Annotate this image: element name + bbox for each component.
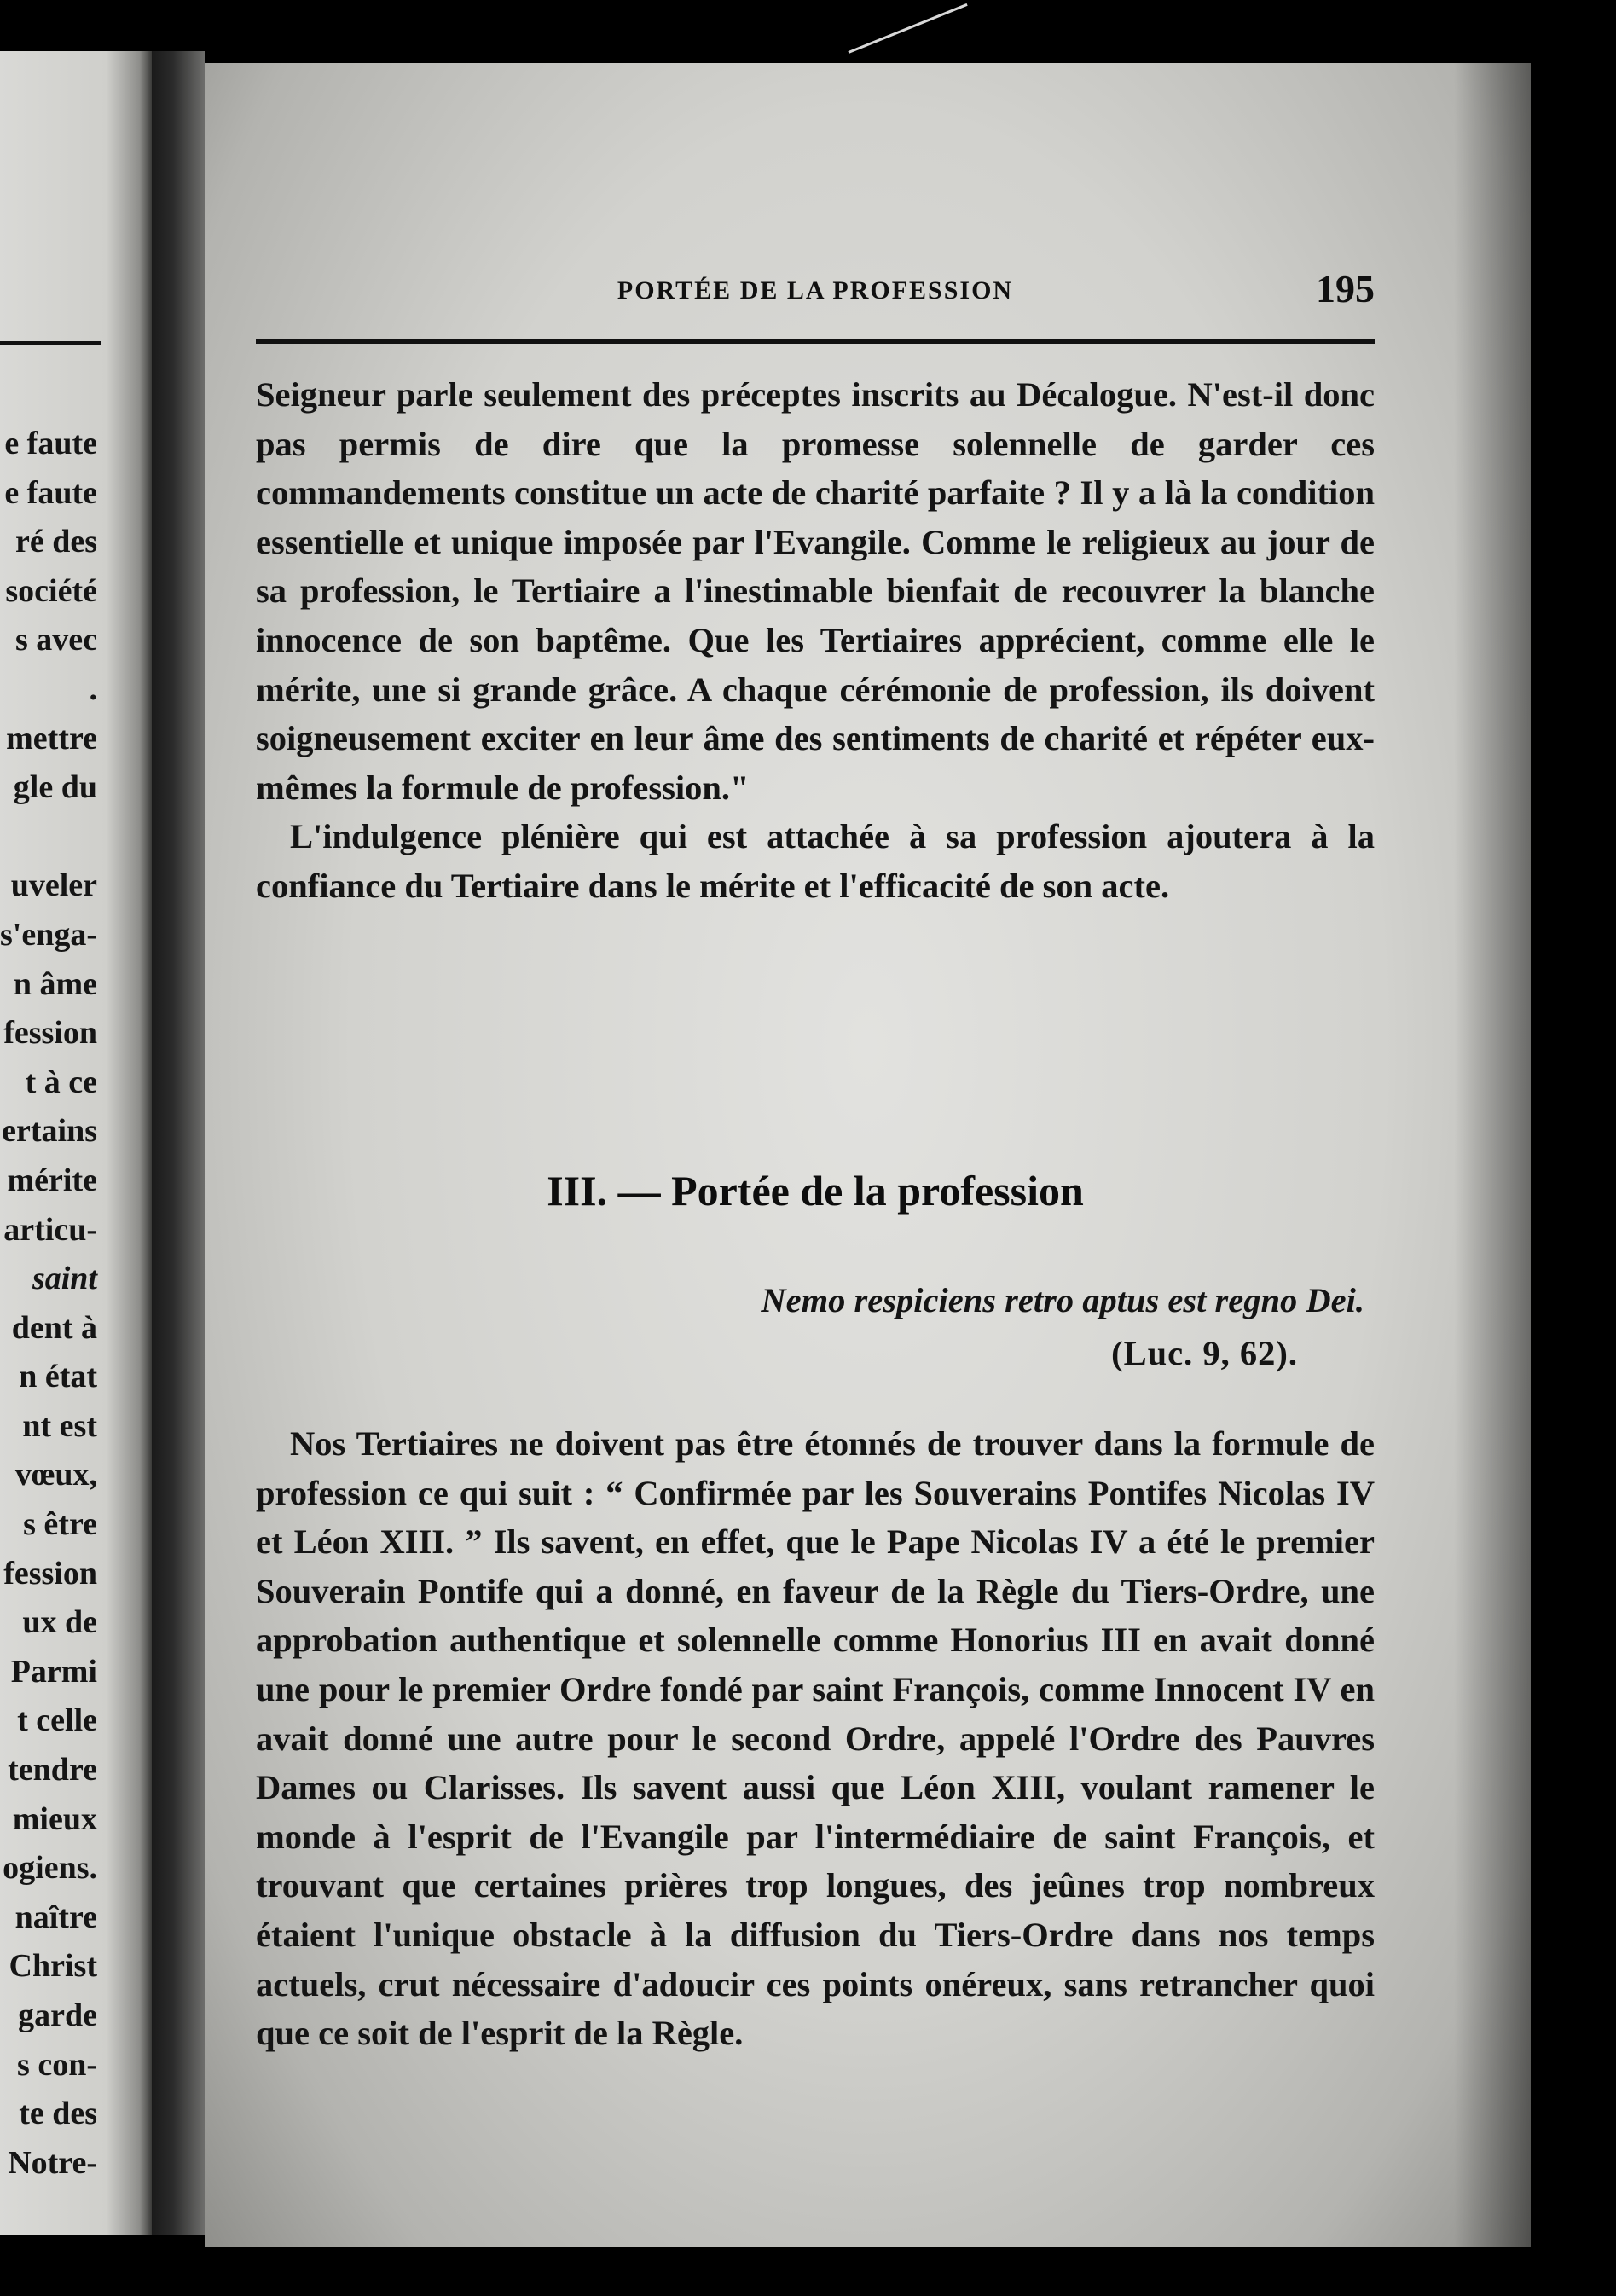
left-page-line: mérite xyxy=(7,1162,97,1198)
left-page-line: Notre- xyxy=(8,2144,97,2181)
left-page-line: te des xyxy=(19,2096,97,2132)
left-page-line: ogiens. xyxy=(3,1850,97,1887)
body-text-top xyxy=(256,370,1375,911)
left-page-line: société xyxy=(5,572,97,609)
page-edge-shadow xyxy=(1454,63,1531,2247)
left-page-line: gle du xyxy=(13,769,97,806)
paragraph-indulgence: L'indulgence plénière qui est attachée à sa profession ajoutera à la confiance du Tertiaire dans le mérite et l'efficacité de son acte. xyxy=(256,817,1375,905)
book-gutter xyxy=(152,51,205,2235)
left-page-line xyxy=(0,813,97,862)
scan-artifact xyxy=(848,3,967,54)
epigraph-quote: Nemo respiciens retro aptus est regno Dei. xyxy=(761,1281,1364,1319)
left-page-line: e faute xyxy=(4,474,97,511)
left-page-line: dent à xyxy=(11,1309,97,1346)
left-page-line: vœux, xyxy=(14,1457,97,1493)
left-page-line: garde xyxy=(18,1997,97,2033)
left-page-line: t à ce xyxy=(25,1064,97,1100)
left-page-header-rule xyxy=(0,341,101,345)
left-page-fragment xyxy=(0,51,152,2235)
page-number: 195 xyxy=(1316,267,1375,310)
paragraph-confirmation: Nos Tertiaires ne doivent pas être étonnés de trouver dans la formule de profession ce qui suit : “ Confirmée par les Souverains Pontifes Nicolas IV et Léon XIII. ” Ils savent, en effet, que le Pape Nicolas IV a été le premier Souverain Pontife qui a donné, en faveur de la Règle du Tiers-Ordre, une approbation authentique et solennelle comme Honorius III en avait donné une pour le premier Ordre fondé par saint François, comme Innocent IV en avait donné une autre pour le second Ordre, appelé l'Ordre des Pauvres Dames ou Clarisses. Ils savent aussi que Léon XIII, voulant ramener le monde à l'esprit de l'Evangile par l'intermédiaire de saint François, et trouvant que certaines prières trop longues, des jeûnes trop nombreux étaient l'unique obstacle à la diffusion du Tiers-Ordre dans nos temps actuels, crut nécessaire d'adoucir ces points onéreux, sans retrancher quoi que ce soit de l'esprit de la Règle. xyxy=(256,1424,1375,2053)
left-page-line: n état xyxy=(19,1359,97,1395)
epigraph xyxy=(256,1274,1364,1380)
running-title: PORTÉE DE LA PROFESSION xyxy=(617,276,1014,304)
left-page-line: ux de xyxy=(22,1604,97,1641)
left-page-line: mettre xyxy=(6,720,97,757)
header-rule xyxy=(256,339,1375,344)
left-page-line: Parmi xyxy=(10,1653,97,1690)
left-page-line: fession xyxy=(3,1555,97,1592)
left-page-line: tendre xyxy=(8,1752,97,1789)
left-page-line: naître xyxy=(14,1899,97,1935)
left-page-line: articu- xyxy=(3,1211,97,1248)
left-page-line: mieux xyxy=(12,1800,97,1837)
left-page-line: ertains xyxy=(2,1113,97,1150)
left-page-line: e faute xyxy=(4,426,97,461)
left-page-line: Christ xyxy=(9,1948,97,1985)
section-heading: III. — Portée de la profession xyxy=(547,1167,1084,1215)
left-page-line: saint xyxy=(32,1261,97,1297)
book-page xyxy=(205,63,1531,2247)
body-text-bottom xyxy=(256,1419,1375,2058)
running-head xyxy=(256,266,1375,319)
left-page-line: s avec xyxy=(14,622,97,658)
epigraph-reference: (Luc. 9, 62). xyxy=(1111,1334,1298,1372)
left-page-line: n âme xyxy=(13,965,97,1002)
left-page-line: s être xyxy=(23,1506,97,1543)
left-page-line: ré des xyxy=(14,524,97,560)
left-page-line: t celle xyxy=(17,1702,97,1739)
left-page-line: uveler xyxy=(10,867,97,904)
left-page-line: s con- xyxy=(17,2046,97,2083)
left-page-text-column xyxy=(0,420,97,2188)
left-page-line: s'enga- xyxy=(0,916,97,953)
left-page-line: . xyxy=(89,670,97,707)
left-page-line: fession xyxy=(3,1015,97,1052)
paragraph-continued: Seigneur parle seulement des préceptes inscrits au Décalogue. N'est-il donc pas permis de dire que la promesse solennelle de garder ces commandements constitue un acte de charité parfaite ? Il y a là la condition essentielle et unique imposée par l'Evangile. Comme le religieux au jour de sa profession, le Tertiaire a l'inestimable bienfait de recouvrer la blanche innocence de son baptême. Que les Tertiaires apprécient, comme elle le mérite, une si grande grâce. A chaque cérémonie de profession, ils doivent soigneusement exciter en leur âme des sentiments de charité et répéter eux-mêmes la formule de profession." xyxy=(256,375,1375,807)
left-page-line: nt est xyxy=(22,1407,97,1444)
